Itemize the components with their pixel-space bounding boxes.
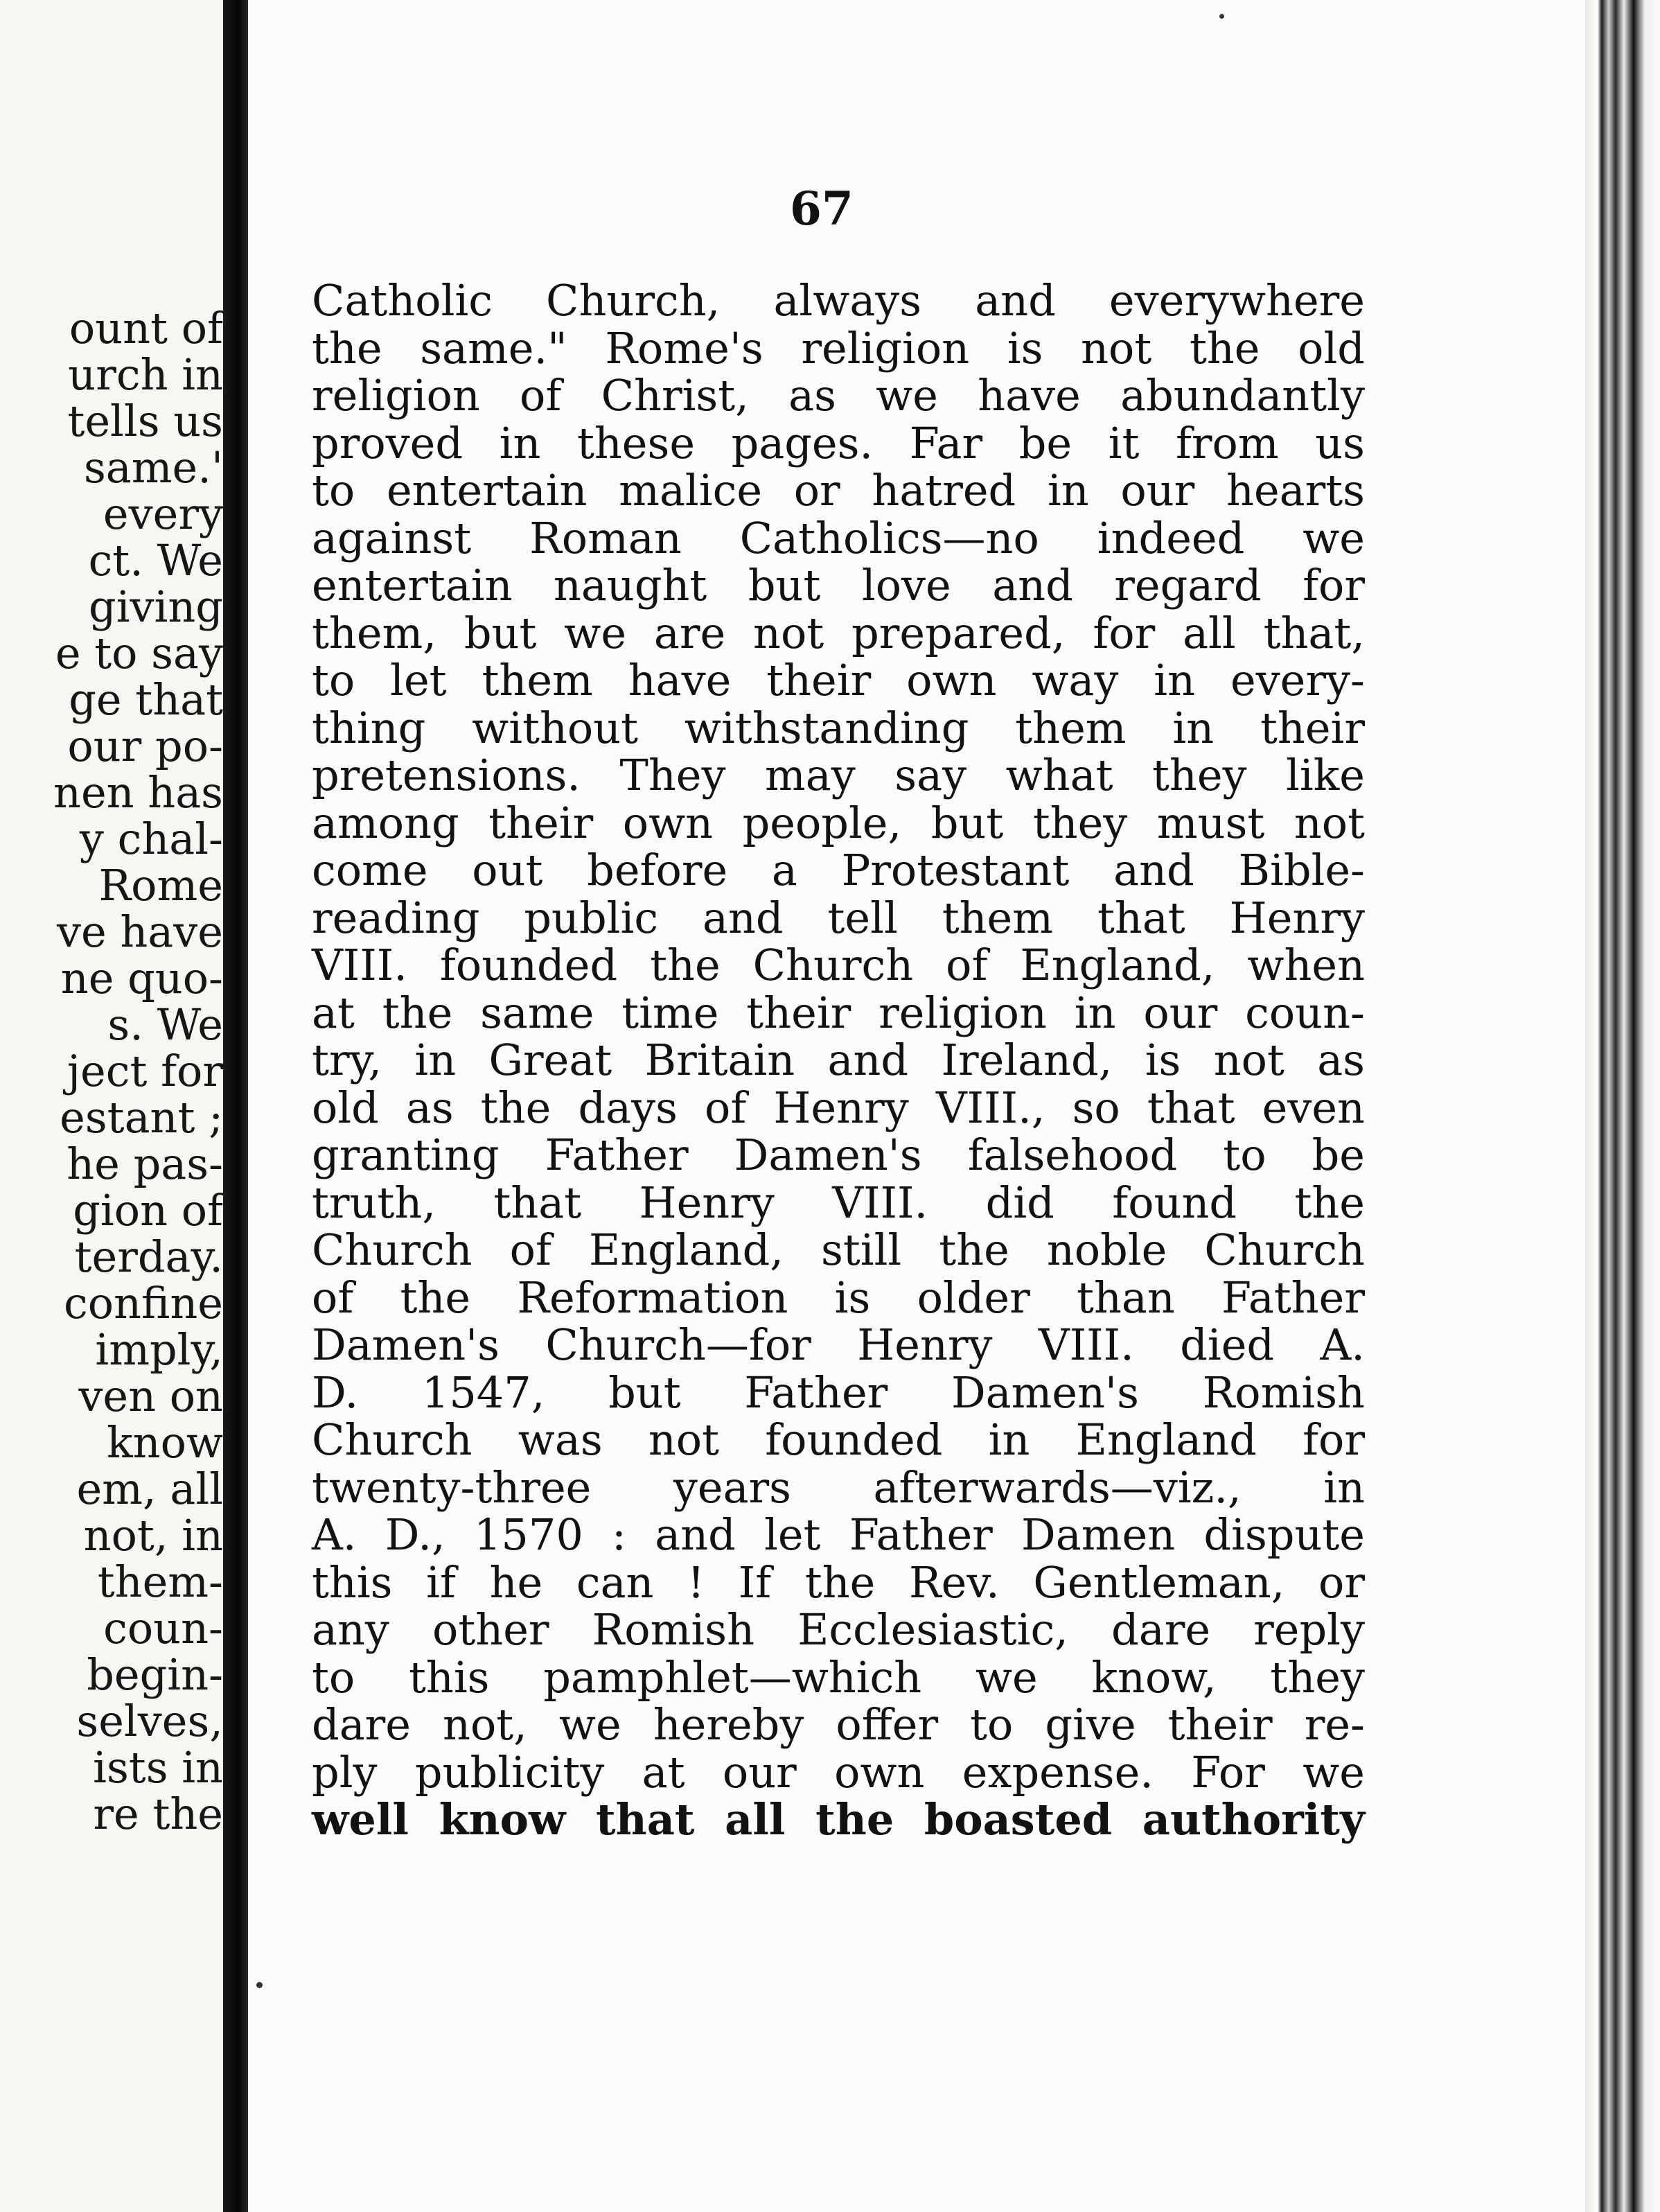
body-text [312,277,1365,1844]
page-number: 67 [790,182,854,236]
left-page-line: ne quo- [60,953,223,1003]
left-page-line: tells us [67,396,223,446]
ink-speck [1219,14,1224,19]
left-page-line: confine [64,1278,223,1328]
body-line: granting Father Damen's falsehood to be [312,1130,1365,1180]
body-line: at the same time their religion in our coun- [312,987,1365,1038]
body-line: this if he can ! If the Rev. Gentleman, or [312,1556,1365,1608]
body-line: try, in Great Britain and Ireland, is not as [312,1035,1365,1085]
left-page-line: ven on [78,1371,223,1421]
body-line: of the Reformation is older than Father [312,1272,1365,1323]
left-page-line: giving [89,581,223,632]
left-page-line: ount of [69,303,223,353]
left-page-text [0,305,223,1837]
left-page-line: not, in [83,1510,223,1561]
left-page-line: ct. We [88,535,223,586]
body-line: proved in these pages. Far be it from us [312,417,1365,468]
left-page-line: ject for [67,1046,223,1096]
body-line: Catholic Church, always and everywhere [312,275,1365,326]
left-page-line: know [107,1417,223,1468]
left-page-line: gion of [73,1185,223,1236]
left-page-line: e to say [55,628,223,678]
left-page-line: y chal- [79,814,223,864]
left-page [0,0,223,2212]
left-page-line: our po- [67,721,223,771]
left-page-line: re the [93,1789,223,1839]
body-line: Damen's Church—for Henry VIII. died A. [312,1319,1365,1370]
body-line: twenty-three years afterwards—viz., in [312,1462,1365,1513]
body-line: to entertain malice or hatred in our hearts [312,465,1365,516]
left-page-line: selves, [76,1696,223,1746]
left-page-line: he pas- [67,1139,223,1189]
body-line: to let them have their own way in every- [312,655,1365,705]
body-line: them, but we are not prepared, for all that, [312,607,1365,658]
left-page-line: imply, [95,1324,223,1375]
ink-speck [256,1982,263,1988]
body-line: pretensions. They may say what they like [312,750,1365,800]
book-gutter [223,0,248,2212]
body-line: old as the days of Henry VIII., so that even [312,1082,1365,1133]
left-page-line: Rome [98,860,223,911]
body-line: Church of England, still the noble Church [312,1224,1365,1275]
left-page-line: estant ; [60,1092,223,1143]
left-page-line: ge that [69,674,223,725]
body-line: entertain naught but love and regard for [312,560,1365,611]
body-line: the same." Rome's religion is not the old [312,322,1365,374]
body-line: VIII. founded the Church of England, when [312,940,1365,990]
left-page-line: ists in [93,1742,223,1793]
left-page-line: every [103,489,223,539]
body-line: A. D., 1570 : and let Father Damen dispute [312,1509,1365,1560]
left-page-line: them- [97,1556,223,1607]
left-page-line: terday. [74,1231,223,1282]
body-line: thing without withstanding them in their [312,702,1365,753]
page-edge [1585,0,1660,2212]
body-line: reading public and tell them that Henry [312,892,1365,943]
body-line: dare not, we hereby offer to give their re- [312,1699,1365,1750]
left-page-line: nen has [53,767,223,818]
left-page-line: em, all [76,1464,223,1514]
left-page-line: ve have [56,906,223,957]
left-page-line: s. We [107,999,223,1050]
left-page-line: coun- [103,1603,223,1653]
body-line: religion of Christ, as we have abundantly [312,370,1365,421]
body-line: against Roman Catholics—no indeed we [312,512,1365,563]
body-line: ply publicity at our own expense. For we [312,1746,1365,1798]
left-page-line: same.' [83,442,223,493]
body-line: come out before a Protestant and Bible- [312,845,1365,895]
body-line: truth, that Henry VIII. did found the [312,1177,1365,1228]
body-line: Church was not founded in England for [312,1414,1365,1465]
body-line: to this pamphlet—which we know, they [312,1651,1365,1703]
body-line: D. 1547, but Father Damen's Romish [312,1367,1365,1418]
left-page-line: begin- [87,1649,223,1700]
left-page-line: urch in [68,349,223,400]
body-line: well know that all the boasted authority [312,1794,1365,1845]
body-line: any other Romish Ecclesiastic, dare reply [312,1604,1365,1655]
body-line: among their own people, but they must not [312,797,1365,848]
